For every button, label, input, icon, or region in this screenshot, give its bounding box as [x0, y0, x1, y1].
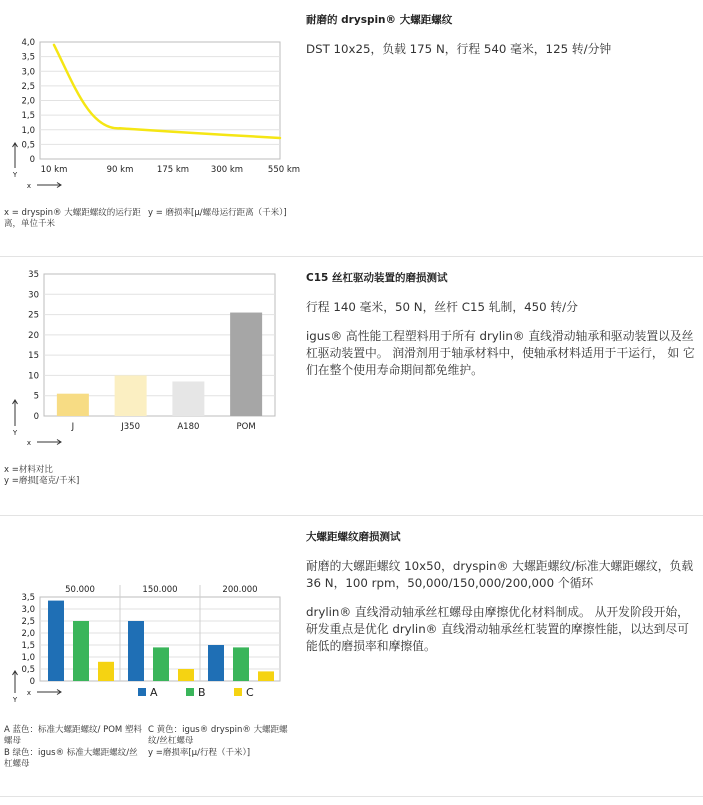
x-tick-label: 175 km	[156, 165, 190, 175]
caption-y: y =磨损[毫克/千米]	[4, 476, 80, 486]
y-tick-label: 3,0	[21, 605, 35, 615]
y-tick-label: 20	[28, 330, 39, 341]
caption-x: x = dryspin® 大螺距螺纹的运行距离，单位千米	[4, 208, 141, 229]
x-tick-label: POM	[236, 422, 256, 432]
y-tick-label: 1,0	[21, 125, 35, 136]
y-tick-label: 5	[33, 391, 39, 402]
x-axis-label: x	[26, 439, 32, 447]
x-tick-label: J350	[121, 422, 140, 432]
y-tick-label: 3,5	[21, 52, 35, 63]
y-tick-label: 0	[33, 412, 39, 422]
bar	[57, 394, 89, 416]
bar	[233, 647, 249, 681]
group-label: 150.000	[142, 585, 178, 595]
y-tick-label: 30	[28, 290, 39, 301]
section-paragraph: drylin® 直线滑动轴承丝杠螺母由摩擦优化材料制成。 从开发阶段开始，研发重点是优化 drylin® 直线滑动轴承丝杠装置的摩擦性能，以达到尽可能低的磨损率和摩擦值。	[306, 605, 689, 653]
caption-y: y = 磨损率[μ/螺母运行距离（千米）]	[148, 208, 287, 218]
x-tick-label: 90 km	[106, 165, 134, 175]
bar	[153, 647, 169, 681]
legend-label: B	[198, 686, 206, 699]
section-title: C15 丝杠驱动装置的磨损测试	[306, 272, 448, 284]
section-paragraph: igus® 高性能工程塑料用于所有 drylin® 直线滑动轴承和驱动装置以及丝杠驱动装置中。 润滑剂用于轴承材料中，使轴承材料适用于干运行， 如 它们在整个使用寿命期间都免维护。	[306, 329, 695, 377]
y-axis-label: Y	[12, 171, 18, 179]
divider	[0, 796, 703, 797]
y-tick-label: 2,0	[21, 629, 35, 639]
y-tick-label: 35	[28, 270, 39, 280]
y-tick-label: 0,5	[21, 665, 35, 675]
x-tick-label: 300 km	[210, 165, 244, 175]
section-paragraph: DST 10x25，负载 175 N，行程 540 毫米，125 转/分钟	[306, 42, 612, 56]
y-tick-label: 3,5	[21, 593, 35, 603]
caption-c: C 黄色：igus® dryspin® 大螺距螺纹/丝杠螺母	[148, 725, 288, 746]
y-tick-label: 15	[28, 351, 39, 362]
divider	[0, 256, 703, 257]
x-tick-label: J	[71, 422, 75, 432]
x-tick-label: 550 km	[267, 165, 300, 175]
legend-swatch	[138, 688, 146, 696]
group-label: 50.000	[65, 585, 95, 595]
y-tick-label: 1,0	[21, 653, 35, 663]
chart-grouped-wear-bar	[0, 581, 300, 716]
y-axis-label: Y	[12, 429, 18, 437]
bar	[208, 645, 224, 681]
y-tick-label: 3,0	[21, 67, 35, 78]
legend-swatch	[234, 688, 242, 696]
y-tick-label: 0	[29, 677, 35, 687]
y-tick-label: 4,0	[21, 38, 35, 48]
section-title: 大螺距螺纹磨损测试	[306, 531, 401, 543]
bar	[178, 669, 194, 681]
bar	[258, 671, 274, 681]
bar	[128, 621, 144, 681]
bar	[48, 601, 64, 681]
caption-a: A 蓝色：标准大螺距螺纹/ POM 塑料螺母	[4, 725, 142, 746]
caption-y: y =磨损率[μ/行程（千米）]	[148, 748, 251, 758]
section-paragraph: 行程 140 毫米，50 N，丝杆 C15 轧制，450 转/分	[306, 300, 578, 314]
caption-x: x =材料对比	[4, 465, 53, 475]
bar	[98, 662, 114, 681]
y-tick-label: 0,5	[21, 140, 35, 151]
bar	[73, 621, 89, 681]
caption-b: B 绿色：igus® 标准大螺距螺纹/丝杠螺母	[4, 748, 138, 769]
chart-wear-rate-line	[0, 30, 300, 200]
y-tick-label: 1,5	[21, 111, 35, 122]
y-tick-label: 2,5	[21, 617, 35, 627]
bar	[230, 313, 262, 416]
section-paragraph: 耐磨的大螺距螺纹 10x50，dryspin® 大螺距螺纹/标准大螺距螺纹，负载 36 N，100 rpm，50,000/150,000/200,000 个循环	[306, 559, 694, 590]
bar	[172, 382, 204, 416]
bar	[115, 375, 147, 416]
y-tick-label: 1,5	[21, 641, 35, 651]
y-tick-label: 25	[28, 310, 39, 321]
y-tick-label: 2,0	[21, 96, 35, 107]
x-axis-label: x	[26, 182, 32, 190]
x-tick-label: A180	[177, 422, 200, 432]
divider	[0, 515, 703, 516]
legend-label: C	[246, 686, 254, 699]
y-axis-label: Y	[12, 696, 18, 704]
legend-swatch	[186, 688, 194, 696]
group-label: 200.000	[222, 585, 258, 595]
y-tick-label: 2,5	[21, 81, 35, 92]
y-tick-label: 10	[28, 371, 39, 382]
chart-material-wear-bar	[0, 268, 300, 458]
x-axis-label: x	[26, 689, 32, 697]
legend-label: A	[150, 686, 158, 699]
x-tick-label: 10 km	[40, 165, 68, 175]
y-tick-label: 0	[29, 155, 35, 165]
section-title: 耐磨的 dryspin® 大螺距螺纹	[306, 14, 453, 26]
